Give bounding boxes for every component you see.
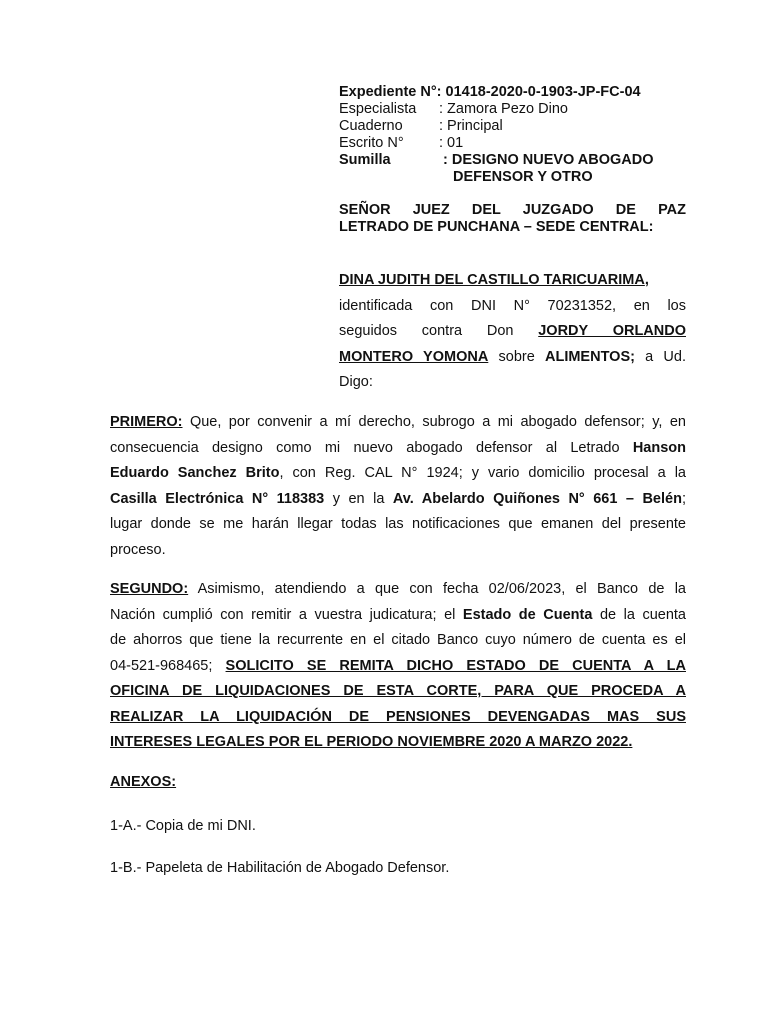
primero-paragraph <box>110 410 686 563</box>
segundo-line-1 <box>110 577 686 603</box>
account-number-text: 04-521-968465; <box>110 657 226 674</box>
primero-line-1 <box>110 410 686 436</box>
primero-line-2 <box>110 436 686 462</box>
intro-line-4 <box>339 345 686 371</box>
segundo-line-2-text: Nación cumplió con remitir a vuestra judicatura; el <box>110 606 463 623</box>
primero-label: PRIMERO: <box>110 414 183 430</box>
sumilla-line-1: : DESIGNO NUEVO ABOGADO <box>443 152 654 168</box>
sumilla-row <box>339 152 689 186</box>
addressee-line-2: LETRADO DE PUNCHANA – SEDE CENTRAL: <box>339 219 654 235</box>
intro-line-1 <box>339 268 686 294</box>
segundo-line-4 <box>110 654 686 680</box>
sumilla-label: Sumilla <box>339 152 391 168</box>
casilla-electronica: Casilla Electrónica N° 118383 <box>110 490 325 507</box>
addressee-line-1: SEÑOR JUEZ DEL JUZGADO DE PAZ <box>339 202 686 218</box>
plaintiff-comma: , <box>644 272 649 288</box>
sumilla-value <box>439 152 654 186</box>
primero-line-4-end: ; <box>681 490 686 507</box>
sumilla-line-2: DEFENSOR Y OTRO <box>453 169 593 185</box>
segundo-line-1-text: Asimismo, atendiendo a que con fecha 02/06/2023, el Banco de la <box>188 581 686 597</box>
request-line-2: OFICINA DE LIQUIDACIONES DE ESTA CORTE, PARA QUE PROCEDA A <box>110 683 686 699</box>
lawyer-name-part-2: Eduardo Sanchez Brito <box>110 465 280 481</box>
case-header <box>339 84 689 186</box>
escrito-row <box>339 135 689 152</box>
primero-line-4-mid: y en la <box>324 490 393 507</box>
especialista-label: Especialista <box>339 101 417 117</box>
primero-line-5: lugar donde se me harán llegar todas las notificaciones que emanen del presente <box>110 516 686 532</box>
escrito-value: : 01 <box>439 135 464 151</box>
defendant-name-part-2: MONTERO YOMONA <box>339 348 489 365</box>
addressee <box>339 202 686 236</box>
primero-line-4 <box>110 487 686 513</box>
digo-text: Digo: <box>339 374 373 390</box>
matter-text: ALIMENTOS; <box>545 348 635 365</box>
a-ud-text: a Ud. <box>634 348 686 365</box>
request-line-3: REALIZAR LA LIQUIDACIÓN DE PENSIONES DEVENGADAS MAS SUS <box>110 708 686 725</box>
primero-line-6: proceso. <box>110 541 166 558</box>
request-line-4: INTERESES LEGALES POR EL PERIODO NOVIEMBRE 2020 A MARZO 2022. <box>110 734 633 750</box>
plaintiff-name: DINA JUDITH DEL CASTILLO TARICUARIMA <box>339 272 645 288</box>
especialista-row <box>339 101 689 118</box>
cuaderno-row <box>339 118 689 135</box>
annex-item-1: 1-A.- Copia de mi DNI. <box>110 818 256 834</box>
procedural-address: Av. Abelardo Quiñones N° 661 – Belén <box>392 490 682 507</box>
cuaderno-value: : Principal <box>439 118 503 134</box>
primero-line-1-text: Que, por convenir a mí derecho, subrogo a mi abogado defensor; y, en <box>182 414 686 430</box>
especialista-value: : Zamora Pezo Dino <box>439 101 568 117</box>
intro-line-3 <box>339 319 686 345</box>
intro-line-2: identificada con DNI N° 70231352, en los <box>339 297 686 314</box>
primero-line-3-text: , con Reg. CAL N° 1924; y vario domicilio procesal a la <box>279 465 686 481</box>
expediente-number: 01418-2020-0-1903-JP-FC-04 <box>445 84 641 100</box>
estado-de-cuenta: Estado de Cuenta <box>462 606 593 623</box>
segundo-line-2-post: de la cuenta <box>592 606 686 623</box>
expediente-row <box>339 84 689 101</box>
intro-paragraph <box>339 268 686 396</box>
annex-item-2: 1-B.- Papeleta de Habilitación de Abogado Defensor. <box>110 860 450 876</box>
segundo-paragraph <box>110 577 686 756</box>
request-line-1: SOLICITO SE REMITA DICHO ESTADO DE CUENTA A LA <box>225 657 686 674</box>
segundo-line-2 <box>110 603 686 629</box>
expediente-label: Expediente N°: <box>339 84 442 100</box>
lawyer-name-part-1: Hanson <box>632 439 686 456</box>
sobre-text: sobre <box>488 348 545 365</box>
segundo-line-3: de ahorros que tiene la recurrente en el citado Banco cuyo número de cuenta es el <box>110 632 686 648</box>
primero-line-3 <box>110 461 686 487</box>
defendant-name-part-1: JORDY ORLANDO <box>538 323 686 339</box>
segundo-label: SEGUNDO: <box>110 581 189 597</box>
escrito-label: Escrito N° <box>339 135 404 151</box>
primero-line-2-text: consecuencia designo como mi nuevo abogado defensor al Letrado <box>110 439 633 456</box>
intro-line-3-text: seguidos contra Don <box>339 323 539 339</box>
anexos-heading: ANEXOS: <box>110 774 177 790</box>
cuaderno-label: Cuaderno <box>339 118 403 134</box>
